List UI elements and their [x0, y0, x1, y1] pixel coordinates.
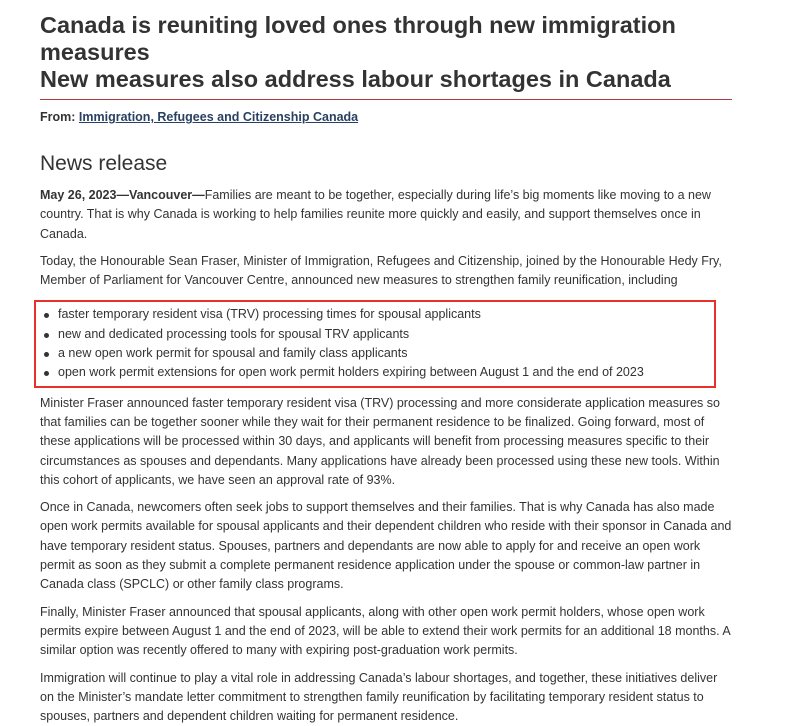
- paragraph-open-work-permits: Once in Canada, newcomers often seek jobs to support themselves and their families. That is why Canada has also made open work permits available for spousal applicants and their dependent children who reside with their sponsor in Canada and have temporary resident status. Spouses, partners and dependants are now able to apply for and receive an open work permit as soon as they submit a complete permanent residence application under the spouse or common-law partner in Canada class (SPCLC) or other family class programs.: [40, 500, 732, 592]
- paragraph-trv-processing: Minister Fraser announced faster temporary resident visa (TRV) processing and more considerate application measures so that families can be together sooner while they wait for their permanent residence to be finalized. Going forward, most of these applications will be processed within 30 days, and applicants will benefit from processing measures specific to their circumstances as spouses and dependants. Many applications have already been processed using these new tools. Within this cohort of applicants, we have seen an approval rate of 93%.: [40, 395, 720, 487]
- paragraph-labour-shortages: Immigration will continue to play a vital role in addressing Canada’s labour shortages, and together, these initiatives deliver on the Minister’s mandate letter commitment to strengthen family reunification by facilitating temporary resident status to spouses, partners and dependent children waiting for permanent residence.: [40, 670, 718, 724]
- dateline: May 26, 2023—Vancouver—: [40, 188, 205, 202]
- from-label: From:: [40, 110, 76, 124]
- measures-list: [36, 305, 714, 382]
- highlighted-measures-box: [34, 300, 716, 387]
- list-item-text: new and dedicated processing tools for spousal TRV applicants: [58, 326, 410, 341]
- bullet-icon: [44, 352, 49, 357]
- list-item: [58, 344, 714, 363]
- paragraph-permit-extensions: Finally, Minister Fraser announced that spousal applicants, along with other open work permit holders, whose open work permits expire between August 1 and the end of 2023, will be able to extend their work permits for an additional 18 months. A similar option was recently offered to many with expiring post-graduation work permits.: [40, 604, 731, 658]
- list-item: [58, 305, 714, 324]
- title-line-1: Canada is reuniting loved ones through new immigration measures: [40, 12, 676, 65]
- list-item: [58, 363, 714, 382]
- intro-text: Families are meant to be together, especially during life’s big moments like moving to a new country. That is why Canada is working to help families reunite more quickly and easily, and support themselves once in Canada.: [40, 188, 711, 241]
- list-item-text: open work permit extensions for open work permit holders expiring between August 1 and the end of 2023: [58, 365, 644, 380]
- list-item-text: a new open work permit for spousal and family class applicants: [58, 346, 408, 361]
- department-link[interactable]: Immigration, Refugees and Citizenship Canada: [78, 110, 359, 124]
- list-item: [58, 325, 714, 344]
- paragraph-intro: [40, 186, 734, 244]
- paragraph-announcement: Today, the Honourable Sean Fraser, Minister of Immigration, Refugees and Citizenship, joined by the Honourable Hedy Fry, Member of Parliament for Vancouver Centre, announced new measures to strengthen family reunification, including: [40, 253, 722, 288]
- bullet-icon: [44, 313, 49, 318]
- bullet-icon: [44, 333, 49, 338]
- title-divider: [40, 99, 732, 100]
- page-title: [40, 0, 740, 93]
- section-heading: News release: [40, 152, 168, 175]
- from-line: [40, 109, 804, 125]
- bullet-icon: [44, 371, 49, 376]
- list-item-text: faster temporary resident visa (TRV) processing times for spousal applicants: [58, 307, 481, 322]
- title-line-2: New measures also address labour shortages in Canada: [40, 66, 671, 92]
